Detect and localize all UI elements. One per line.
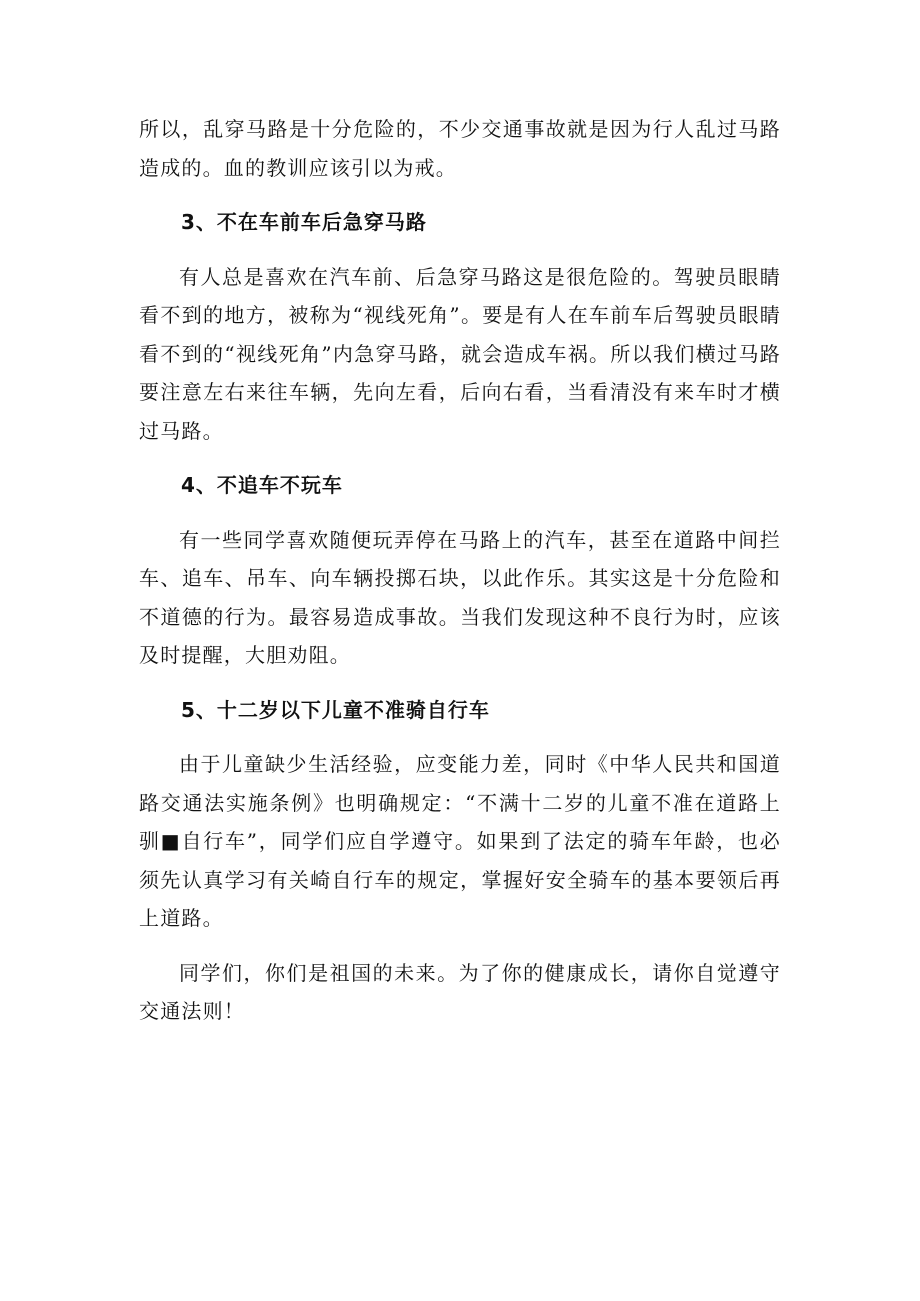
section-heading-5: 5、十二岁以下儿童不准骑自行车 (181, 697, 490, 722)
section-heading-4: 4、不追车不玩车 (181, 473, 343, 497)
section-heading-3: 3、不在车前车后急穿马路 (181, 210, 427, 234)
document-body (139, 110, 781, 1031)
paragraph-section-5: 由于儿童缺少生活经验，应变能力差，同时《中华人民共和国道路交通法实施条例》也明确规定：“不满十二岁的儿童不准在道路上驯■自行车”，同学们应自学遵守。如果到了法定的骑车年龄，也必须先认真学习有关崎自行车的规定，掌握好安全骑车的基本要领后再上道路。 (139, 752, 781, 930)
paragraph-intro: 所以，乱穿马路是十分危险的，不少交通事故就是因为行人乱过马路造成的。血的教训应该引以为戒。 (139, 117, 781, 180)
paragraph-closing: 同学们，你们是祖国的未来。为了你的健康成长，请你自觉遵守交通法则！ (139, 960, 781, 1023)
paragraph-section-3: 有人总是喜欢在汽车前、后急穿马路这是很危险的。驾驶员眼睛看不到的地方，被称为“视线死角”。要是有人在车前车后驾驶员眼睛看不到的“视线死角”内急穿马路，就会造成车祸。所以我们横过马路要注意左右来往车辆，先向左看，后向右看，当看清没有来车时才横过马路。 (139, 264, 781, 443)
paragraph-section-4: 有一些同学喜欢随便玩弄停在马路上的汽车，甚至在道路中间拦车、追车、吊车、向车辆投掷石块，以此作乐。其实这是十分危险和不道德的行为。最容易造成事故。当我们发现这种不良行为时，应该及时提醒，大胆劝阻。 (139, 527, 781, 667)
